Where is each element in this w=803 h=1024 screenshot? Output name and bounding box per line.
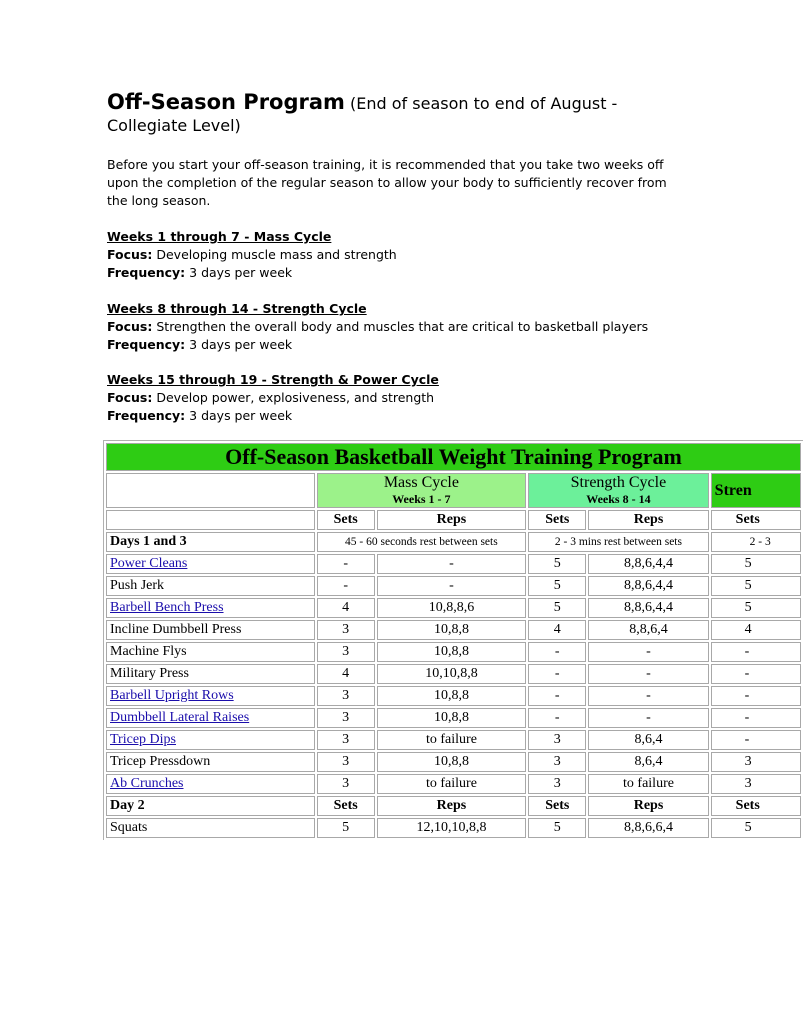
strength-sets-cell: 5 (528, 818, 586, 838)
mass-cycle-weeks: Weeks 1 - 7 (392, 492, 451, 506)
table-row (106, 686, 801, 706)
mass-sets-cell: 3 (317, 708, 375, 728)
exercise-name-cell[interactable] (106, 554, 315, 574)
mass-sets-cell: 3 (317, 642, 375, 662)
power-rest-note: 2 - 3 (711, 532, 801, 552)
exercise-name-cell[interactable] (106, 598, 315, 618)
strength-sets-cell: 5 (528, 576, 586, 596)
mass-sets-cell: 5 (317, 818, 375, 838)
page-subtitle-part1: (End of season to end of August - (350, 94, 618, 113)
strength-sets-header: Sets (528, 796, 586, 816)
table-row (106, 576, 801, 596)
strength-reps-header: Reps (588, 510, 708, 530)
cycle-mass (107, 228, 707, 282)
cycle-frequency (107, 264, 707, 282)
focus-text: Developing muscle mass and strength (156, 247, 397, 262)
mass-reps-cell: 10,8,8 (377, 620, 526, 640)
strength-reps-cell: - (588, 686, 708, 706)
strength-reps-cell: 8,8,6,4,4 (588, 598, 708, 618)
mass-sets-header: Sets (317, 796, 375, 816)
power-sets-cell: 3 (711, 774, 801, 794)
day-2-row (106, 796, 801, 816)
power-sets-cell: - (711, 664, 801, 684)
table-row (106, 752, 801, 772)
power-sets-cell: - (711, 686, 801, 706)
exercise-link[interactable]: Dumbbell Lateral Raises (110, 710, 250, 725)
mass-reps-cell: 12,10,10,8,8 (377, 818, 526, 838)
table-row (106, 708, 801, 728)
strength-sets-cell: - (528, 686, 586, 706)
power-sets-header: Sets (711, 510, 801, 530)
power-sets-cell: 5 (711, 576, 801, 596)
cycle-heading: Weeks 1 through 7 - Mass Cycle (107, 229, 332, 244)
mass-cycle-header (317, 473, 527, 508)
strength-cycle-header (528, 473, 709, 508)
mass-reps-cell: 10,8,8 (377, 642, 526, 662)
exercise-link[interactable]: Power Cleans (110, 556, 188, 571)
power-sets-cell: 5 (711, 598, 801, 618)
mass-reps-cell: 10,8,8,6 (377, 598, 526, 618)
exercise-link[interactable]: Barbell Bench Press (110, 600, 224, 615)
power-sets-cell: 3 (711, 752, 801, 772)
table-row (106, 554, 801, 574)
strength-reps-cell: - (588, 708, 708, 728)
intro-paragraph: Before you start your off-season training, it is recommended that you take two weeks off upon the completion of the regular season to allow your body to sufficiently recover from the long season. (107, 157, 667, 208)
sets-reps-header-row (106, 510, 801, 530)
exercise-name-cell[interactable] (106, 686, 315, 706)
strength-reps-cell: 8,6,4 (588, 752, 708, 772)
exercise-link[interactable]: Ab Crunches (110, 776, 184, 791)
exercise-link[interactable]: Tricep Dips (110, 732, 176, 747)
strength-sets-cell: 3 (528, 730, 586, 750)
power-sets-cell: 4 (711, 620, 801, 640)
power-sets-cell: - (711, 708, 801, 728)
power-sets-cell: - (711, 642, 801, 662)
strength-sets-cell: - (528, 708, 586, 728)
strength-sets-cell: 5 (528, 598, 586, 618)
table-row (106, 818, 801, 838)
power-sets-header: Sets (711, 796, 801, 816)
mass-sets-cell: 3 (317, 730, 375, 750)
mass-reps-header: Reps (377, 796, 526, 816)
table-title-row (106, 443, 801, 471)
exercise-link[interactable]: Barbell Upright Rows (110, 688, 234, 703)
mass-reps-cell: to failure (377, 774, 526, 794)
frequency-label: Frequency: (107, 408, 186, 423)
strength-sets-cell: 4 (528, 620, 586, 640)
focus-text: Strengthen the overall body and muscles that are critical to basketball players (156, 319, 649, 334)
strength-reps-cell: 8,8,6,6,4 (588, 818, 708, 838)
exercise-name-cell: Incline Dumbbell Press (106, 620, 315, 640)
cycle-power (107, 371, 707, 425)
cycle-heading: Weeks 8 through 14 - Strength Cycle (107, 301, 367, 316)
strength-sets-cell: 3 (528, 752, 586, 772)
mass-sets-cell: 3 (317, 686, 375, 706)
exercise-name-cell[interactable] (106, 730, 315, 750)
mass-sets-cell: - (317, 576, 375, 596)
exercise-name-cell: Push Jerk (106, 576, 315, 596)
mass-reps-cell: 10,8,8 (377, 686, 526, 706)
power-cycle-header (711, 473, 801, 508)
program-title (107, 90, 707, 135)
frequency-label: Frequency: (107, 337, 186, 352)
mass-sets-cell: 3 (317, 774, 375, 794)
strength-reps-cell: - (588, 664, 708, 684)
exercise-name-cell[interactable] (106, 774, 315, 794)
table-row (106, 664, 801, 684)
strength-reps-cell: to failure (588, 774, 708, 794)
mass-cycle-name: Mass Cycle (383, 474, 459, 491)
focus-label: Focus: (107, 247, 153, 262)
exercise-name-cell[interactable] (106, 708, 315, 728)
mass-sets-cell: - (317, 554, 375, 574)
frequency-text: 3 days per week (189, 408, 293, 423)
mass-reps-cell: - (377, 554, 526, 574)
strength-reps-cell: 8,8,6,4,4 (588, 576, 708, 596)
empty-header-cell (106, 473, 315, 508)
focus-label: Focus: (107, 390, 153, 405)
exercise-name-cell: Machine Flys (106, 642, 315, 662)
table-row (106, 598, 801, 618)
cycle-focus (107, 318, 707, 336)
page-subtitle-part2: Collegiate Level) (107, 116, 241, 135)
cycle-frequency (107, 336, 707, 354)
strength-cycle-weeks: Weeks 8 - 14 (586, 492, 651, 506)
mass-reps-cell: to failure (377, 730, 526, 750)
exercise-name-cell: Military Press (106, 664, 315, 684)
table-row (106, 620, 801, 640)
focus-text: Develop power, explosiveness, and strength (156, 390, 435, 405)
strength-rest-note: 2 - 3 mins rest between sets (528, 532, 709, 552)
strength-sets-cell: 3 (528, 774, 586, 794)
strength-sets-cell: - (528, 642, 586, 662)
mass-sets-cell: 3 (317, 620, 375, 640)
training-program-table (103, 440, 803, 840)
mass-sets-header: Sets (317, 510, 375, 530)
cycle-header-row (106, 473, 801, 508)
days-1-3-row (106, 532, 801, 552)
empty-header-cell (106, 510, 315, 530)
day-2-label: Day 2 (106, 796, 315, 816)
power-cycle-name: Stren (714, 481, 752, 499)
days-1-3-label: Days 1 and 3 (106, 532, 315, 552)
strength-sets-header: Sets (528, 510, 586, 530)
strength-cycle-name: Strength Cycle (570, 474, 667, 491)
cycle-frequency (107, 407, 707, 425)
strength-reps-cell: 8,8,6,4 (588, 620, 708, 640)
exercise-name-cell: Squats (106, 818, 315, 838)
mass-rest-note: 45 - 60 seconds rest between sets (317, 532, 527, 552)
strength-reps-cell: 8,8,6,4,4 (588, 554, 708, 574)
frequency-text: 3 days per week (189, 265, 293, 280)
mass-sets-cell: 4 (317, 664, 375, 684)
cycle-focus (107, 246, 707, 264)
mass-sets-cell: 4 (317, 598, 375, 618)
exercise-name-cell: Tricep Pressdown (106, 752, 315, 772)
mass-reps-cell: 10,8,8 (377, 708, 526, 728)
strength-reps-cell: 8,6,4 (588, 730, 708, 750)
strength-sets-cell: 5 (528, 554, 586, 574)
cycle-focus (107, 389, 707, 407)
mass-reps-cell: - (377, 576, 526, 596)
frequency-label: Frequency: (107, 265, 186, 280)
frequency-text: 3 days per week (189, 337, 293, 352)
mass-sets-cell: 3 (317, 752, 375, 772)
table-title: Off-Season Basketball Weight Training Program (106, 443, 801, 471)
power-sets-cell: - (711, 730, 801, 750)
table-row (106, 774, 801, 794)
power-sets-cell: 5 (711, 818, 801, 838)
strength-reps-header: Reps (588, 796, 708, 816)
cycle-strength (107, 300, 707, 354)
page-title: Off-Season Program (107, 90, 345, 114)
strength-sets-cell: - (528, 664, 586, 684)
power-sets-cell: 5 (711, 554, 801, 574)
table-row (106, 730, 801, 750)
strength-reps-cell: - (588, 642, 708, 662)
mass-reps-cell: 10,10,8,8 (377, 664, 526, 684)
focus-label: Focus: (107, 319, 153, 334)
table-body (106, 443, 801, 838)
table-row (106, 642, 801, 662)
mass-reps-cell: 10,8,8 (377, 752, 526, 772)
mass-reps-header: Reps (377, 510, 526, 530)
cycle-heading: Weeks 15 through 19 - Strength & Power Cycle (107, 372, 439, 387)
